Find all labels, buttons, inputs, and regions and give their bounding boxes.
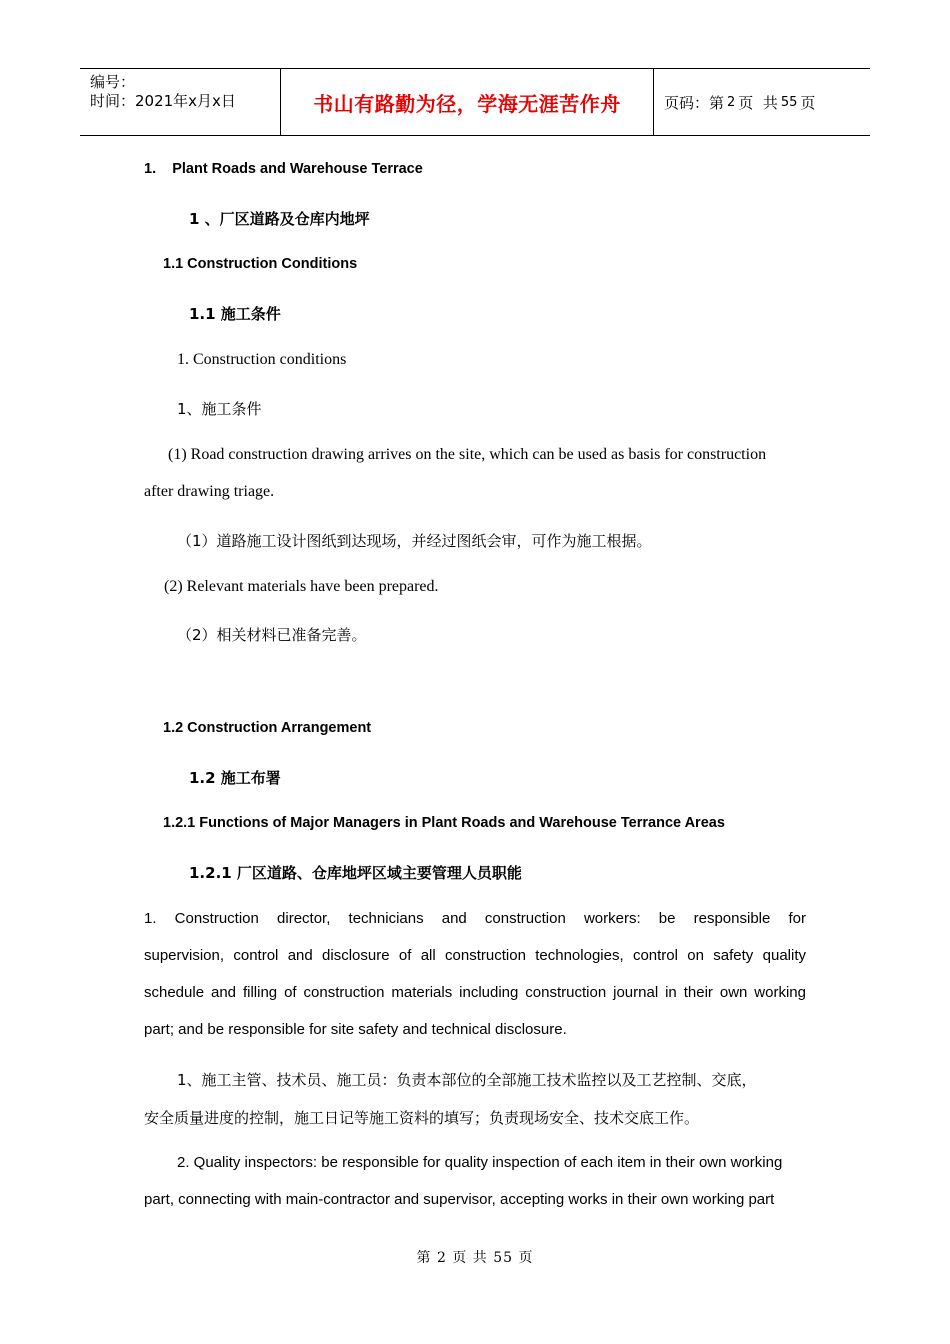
heading-1-1-cn: 1.1 施工条件: [189, 305, 281, 323]
header-time-label: 时间：2021年x月x日: [90, 92, 236, 110]
page-footer: 第 2 页 共 55 页: [416, 1250, 534, 1266]
para-5-line-1: 2. Quality inspectors: be responsible for quality inspection of each item in their own working: [177, 1154, 783, 1171]
para-3-en: (2) Relevant materials have been prepared.: [164, 578, 439, 595]
para-1-cn: 1、施工条件: [177, 400, 262, 418]
header-page-suffix: 页: [800, 93, 816, 112]
para-1-en: 1. Construction conditions: [177, 351, 347, 368]
para-2-cn: （1）道路施工设计图纸到达现场，并经过图纸会审，可作为施工根据。: [177, 532, 652, 550]
heading-1-en: 1. Plant Roads and Warehouse Terrace: [144, 161, 423, 177]
header-number-label: 编号：: [90, 73, 136, 91]
para-4-line-1: 1. Construction director, technicians and construction workers: be responsible for: [144, 910, 806, 927]
header-page-info: [654, 69, 870, 135]
para-2-en-line-2: after drawing triage.: [144, 483, 275, 500]
para-4-line-4: part; and be responsible for site safety and technical disclosure.: [144, 1021, 567, 1038]
header-page-total: 55: [780, 94, 798, 110]
header-motto: 书山有路勤为径，学海无涯苦作舟: [281, 69, 654, 135]
heading-1-2-cn: 1.2 施工布署: [189, 769, 281, 787]
header-page-prefix: 页码：第: [664, 93, 725, 112]
heading-1-2-1-en: 1.2.1 Functions of Major Managers in Plant Roads and Warehouse Terrance Areas: [163, 815, 725, 831]
page-header: [80, 68, 870, 136]
para-4-line-3: schedule and filling of construction materials including construction journal in their own working: [144, 984, 806, 1001]
para-2-en-line-1: (1) Road construction drawing arrives on the site, which can be used as basis for construction: [168, 446, 767, 463]
para-5-line-2: part, connecting with main-contractor and supervisor, accepting works in their own working part: [144, 1191, 775, 1208]
header-meta: [80, 69, 281, 135]
para-4-cn-line-1: 1、施工主管、技术员、施工员：负责本部位的全部施工技术监控以及工艺控制、交底，: [177, 1071, 757, 1089]
heading-1-2-en: 1.2 Construction Arrangement: [163, 720, 372, 736]
heading-1-cn: 1 、厂区道路及仓库内地坪: [189, 210, 370, 228]
header-page-num: 2: [727, 94, 736, 110]
para-4-line-2: supervision, control and disclosure of all construction technologies, control on safety quality: [144, 947, 806, 964]
heading-1-1-en: 1.1 Construction Conditions: [163, 256, 358, 272]
para-4-cn-line-2: 安全质量进度的控制，施工日记等施工资料的填写；负责现场安全、技术交底工作。: [144, 1109, 700, 1127]
header-page-mid: 页 共: [738, 93, 778, 112]
para-3-cn: （2）相关材料已准备完善。: [177, 626, 367, 644]
heading-1-2-1-cn: 1.2.1 厂区道路、仓库地坪区域主要管理人员职能: [189, 864, 522, 882]
